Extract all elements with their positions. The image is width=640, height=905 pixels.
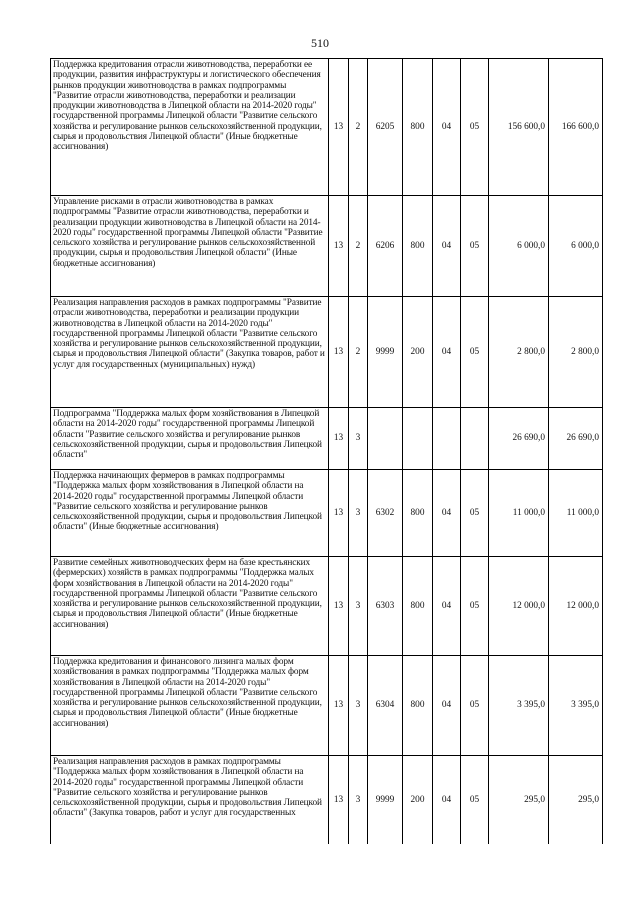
code-cell xyxy=(433,408,461,470)
code-cell: 6303 xyxy=(368,557,403,656)
amount-cell: 6 000,0 xyxy=(489,196,549,297)
code-cell: 05 xyxy=(461,656,489,756)
code-cell: 13 xyxy=(329,408,349,470)
code-cell: 800 xyxy=(403,557,433,656)
code-cell: 9999 xyxy=(368,756,403,844)
code-cell: 800 xyxy=(403,656,433,756)
code-cell: 3 xyxy=(349,557,368,656)
code-cell: 6206 xyxy=(368,196,403,297)
code-cell: 13 xyxy=(329,297,349,408)
table-row xyxy=(51,470,603,557)
code-cell: 05 xyxy=(461,59,489,196)
code-cell: 04 xyxy=(433,59,461,196)
code-cell: 04 xyxy=(433,470,461,557)
table-row xyxy=(51,408,603,470)
amount-cell: 11 000,0 xyxy=(549,470,603,557)
amount-cell: 2 800,0 xyxy=(549,297,603,408)
code-cell: 05 xyxy=(461,557,489,656)
code-cell xyxy=(403,408,433,470)
row-description: Подпрограмма "Поддержка малых форм хозяйствования в Липецкой области на 2014-2020 годы" государственной программы Липецкой области "Развитие сельского хозяйства и регулирование рынков сельскохозяйственной продукции, сырья и продовольствия Липецкой области" xyxy=(51,408,329,470)
amount-cell: 12 000,0 xyxy=(549,557,603,656)
amount-cell: 26 690,0 xyxy=(489,408,549,470)
code-cell: 04 xyxy=(433,756,461,844)
code-cell: 2 xyxy=(349,297,368,408)
code-cell: 6302 xyxy=(368,470,403,557)
code-cell: 04 xyxy=(433,557,461,656)
amount-cell: 166 600,0 xyxy=(549,59,603,196)
amount-cell: 12 000,0 xyxy=(489,557,549,656)
code-cell: 200 xyxy=(403,756,433,844)
code-cell: 13 xyxy=(329,59,349,196)
table-row xyxy=(51,656,603,756)
page-number: 510 xyxy=(311,36,329,50)
amount-cell: 3 395,0 xyxy=(549,656,603,756)
row-description: Поддержка кредитования отрасли животноводства, переработки ее продукции, развития инфраструктуры и логистического обеспечения рынков продукции животноводства в рамках подпрограммы "Развитие отрасли животноводства, переработки и реализации продукции животноводства в Липецкой области на 2014-2020 годы" государственной программы Липецкой области "Развитие сельского хозяйства и регулирование рынков сельскохозяйственной продукции, сырья и продовольствия Липецкой области" (Иные бюджетные ассигнования) xyxy=(51,59,329,196)
code-cell: 800 xyxy=(403,59,433,196)
code-cell: 3 xyxy=(349,470,368,557)
code-cell: 3 xyxy=(349,656,368,756)
code-cell: 3 xyxy=(349,756,368,844)
amount-cell: 11 000,0 xyxy=(489,470,549,557)
amount-cell: 156 600,0 xyxy=(489,59,549,196)
row-description: Управление рисками в отрасли животноводства в рамках подпрограммы "Развитие отрасли животноводства, переработки и реализации продукции животноводства в Липецкой области на 2014-2020 годы" государственной программы Липецкой области "Развитие сельского хозяйства и регулирование рынков сельскохозяйственной продукции, сырья и продовольствия Липецкой области" (Иные бюджетные ассигнования) xyxy=(51,196,329,297)
amount-cell: 6 000,0 xyxy=(549,196,603,297)
code-cell: 05 xyxy=(461,470,489,557)
table-row xyxy=(51,59,603,196)
code-cell: 200 xyxy=(403,297,433,408)
table-row xyxy=(51,557,603,656)
code-cell: 13 xyxy=(329,557,349,656)
code-cell: 800 xyxy=(403,196,433,297)
row-description: Поддержка начинающих фермеров в рамках подпрограммы "Поддержка малых форм хозяйствования в Липецкой области на 2014-2020 годы" государственной программы Липецкой области "Развитие сельского хозяйства и регулирование рынков сельскохозяйственной продукции, сырья и продовольствия Липецкой области" (Иные бюджетные ассигнования) xyxy=(51,470,329,557)
code-cell: 800 xyxy=(403,470,433,557)
code-cell: 13 xyxy=(329,756,349,844)
code-cell: 2 xyxy=(349,196,368,297)
code-cell: 05 xyxy=(461,756,489,844)
code-cell: 6205 xyxy=(368,59,403,196)
budget-table xyxy=(50,58,603,844)
code-cell: 13 xyxy=(329,656,349,756)
row-description: Реализация направления расходов в рамках подпрограммы "Развитие отрасли животноводства, переработки и реализации продукции животноводства в Липецкой области на 2014-2020 годы" государственной программы Липецкой области "Развитие сельского хозяйства и регулирование рынков сельскохозяйственной продукции, сырья и продовольствия Липецкой области" (Закупка товаров, работ и услуг для государственных (муниципальных) нужд) xyxy=(51,297,329,408)
row-description: Развитие семейных животноводческих ферм на базе крестьянских (фермерских) хозяйств в рамках подпрограммы "Поддержка малых форм хозяйствования в Липецкой области на 2014-2020 годы" государственной программы Липецкой области "Развитие сельского хозяйства и регулирование рынков сельскохозяйственной продукции, сырья и продовольствия Липецкой области" (Иные бюджетные ассигнования) xyxy=(51,557,329,656)
amount-cell: 295,0 xyxy=(549,756,603,844)
code-cell: 04 xyxy=(433,196,461,297)
code-cell: 6304 xyxy=(368,656,403,756)
code-cell xyxy=(461,408,489,470)
code-cell: 2 xyxy=(349,59,368,196)
amount-cell: 2 800,0 xyxy=(489,297,549,408)
code-cell: 04 xyxy=(433,656,461,756)
row-description: Поддержка кредитования и финансового лизинга малых форм хозяйствования в рамках подпрограммы "Поддержка малых форм хозяйствования в Липецкой области на 2014-2020 годы" государственной программы Липецкой области "Развитие сельского хозяйства и регулирование рынков сельскохозяйственной продукции, сырья и продовольствия Липецкой области" (Иные бюджетные ассигнования) xyxy=(51,656,329,756)
amount-cell: 3 395,0 xyxy=(489,656,549,756)
row-description: Реализация направления расходов в рамках подпрограммы "Поддержка малых форм хозяйствования в Липецкой области на 2014-2020 годы" государственной программы Липецкой области "Развитие сельского хозяйства и регулирование рынков сельскохозяйственной продукции, сырья и продовольствия Липецкой области" (Закупка товаров, работ и услуг для государственных xyxy=(51,756,329,844)
code-cell xyxy=(368,408,403,470)
amount-cell: 26 690,0 xyxy=(549,408,603,470)
code-cell: 05 xyxy=(461,196,489,297)
code-cell: 04 xyxy=(433,297,461,408)
table-row xyxy=(51,297,603,408)
code-cell: 13 xyxy=(329,196,349,297)
table-row xyxy=(51,196,603,297)
code-cell: 05 xyxy=(461,297,489,408)
table-row xyxy=(51,756,603,844)
code-cell: 3 xyxy=(349,408,368,470)
code-cell: 9999 xyxy=(368,297,403,408)
amount-cell: 295,0 xyxy=(489,756,549,844)
code-cell: 13 xyxy=(329,470,349,557)
